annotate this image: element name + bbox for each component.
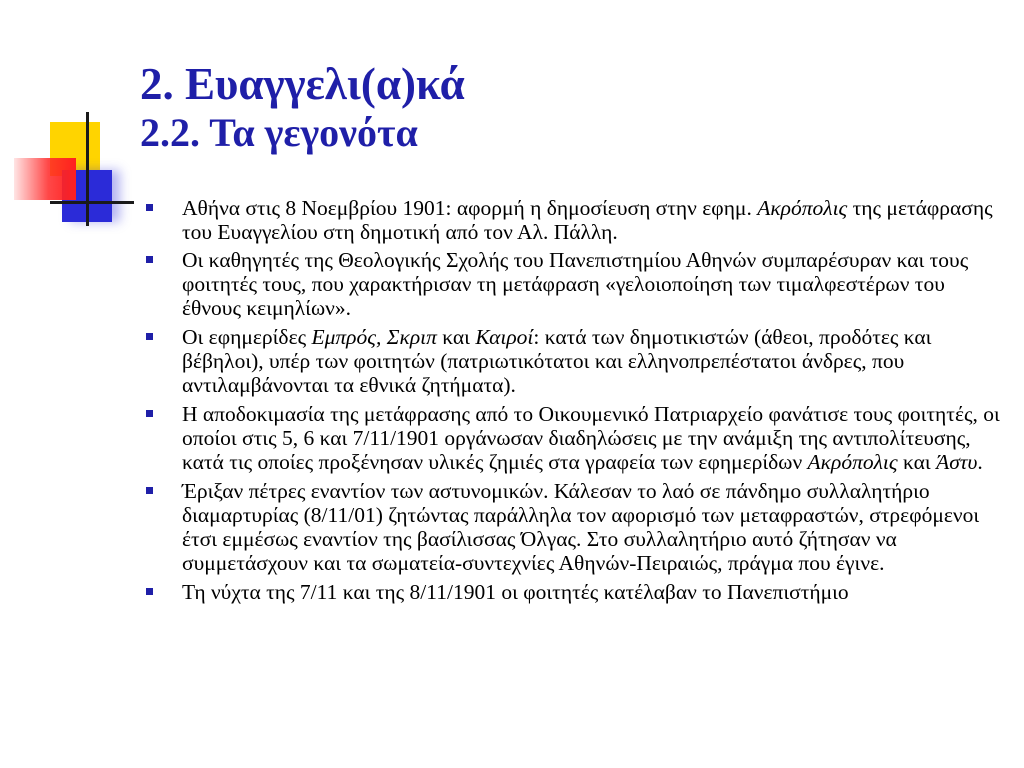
square-bullet-icon (146, 204, 153, 211)
bullet-text: Αθήνα στις 8 Νοεμβρίου 1901: αφορμή η δημοσίευση στην εφημ. (182, 196, 758, 220)
bullet-text: Οι εφημερίδες (182, 325, 312, 349)
bullet-text: . (977, 450, 983, 474)
newspaper-name: Ακρόπολις (757, 196, 848, 220)
slide-title: 2. Ευαγγελι(α)κά (140, 59, 465, 109)
newspaper-name: Ακρόπολις (807, 450, 898, 474)
square-bullet-icon (146, 410, 153, 417)
decorative-squares-logo (0, 0, 140, 240)
bullet-list (142, 196, 1002, 609)
vertical-line (86, 112, 89, 226)
newspaper-name: Καιροί (475, 325, 534, 349)
bullet-item (142, 196, 1002, 244)
horizontal-line (50, 201, 134, 204)
bullet-item (142, 248, 1002, 320)
slide-subtitle: 2.2. Τα γεγονότα (140, 110, 418, 155)
bullet-text: Έριξαν πέτρες εναντίον των αστυνομικών. Κάλεσαν το λαό σε πάνδημο συλλαλητήριο διαμαρτυρίας (8/11/01) ζητώντας παράλληλα τον αφορισμό των μεταφραστών, στρεφόμενοι έτσι εμμέσως εναντίον της βασίλισσας Όλγας. Στο συλλαλητήριο αυτό ζήτησαν να συμμετάσχουν και τα σωματεία-συντεχνίες Αθηνών-Πειραιώς, πράγμα που έγινε. (182, 479, 980, 575)
newspaper-name: Εμπρός, Σκριπ (311, 325, 437, 349)
bullet-item (142, 325, 1002, 397)
square-bullet-icon (146, 333, 153, 340)
bullet-text: Η αποδοκιμασία της μετάφρασης από το Οικουμενικό Πατριαρχείο φανάτισε τους φοιτητές, οι οποίοι στις 5, 6 και 7/11/1901 οργάνωσαν διαδηλώσεις με την ανάμιξη της αντιπολίτευσης, κατά τις οποίες προξένησαν υλικές ζημιές στα γραφεία των εφημερίδων (182, 402, 1000, 474)
bullet-item (142, 402, 1002, 474)
bullet-item (142, 479, 1002, 575)
red-square (14, 158, 76, 200)
square-bullet-icon (146, 256, 153, 263)
title-block (140, 58, 465, 156)
bullet-text: και (436, 325, 476, 349)
newspaper-name: Άστυ (936, 450, 978, 474)
square-bullet-icon (146, 487, 153, 494)
bullet-text: της μετάφρασης του Ευαγγελίου στη δημοτική από τον Αλ. Πάλλη. (182, 196, 993, 244)
bullet-text: : κατά των δημοτικιστών (άθεοι, προδότες και βέβηλοι), υπέρ των φοιτητών (πατριωτικότατοι και ελληνοπρεπέστατοι άνδρες, που αντιλαμβάνονται τα εθνικά ζητήματα). (182, 325, 932, 397)
square-bullet-icon (146, 588, 153, 595)
bullet-text: Οι καθηγητές της Θεολογικής Σχολής του Πανεπιστημίου Αθηνών συμπαρέσυραν και τους φοιτητές τους, που χαρακτήρισαν τη μετάφραση «γελοιοποίηση των τιμαλφεστέρων του έθνους κειμηλίων». (182, 248, 969, 320)
bullet-item (142, 580, 1002, 604)
bullet-text: Τη νύχτα της 7/11 και της 8/11/1901 οι φοιτητές κατέλαβαν το Πανεπιστήμιο (182, 580, 849, 604)
bullet-text: και (897, 450, 937, 474)
